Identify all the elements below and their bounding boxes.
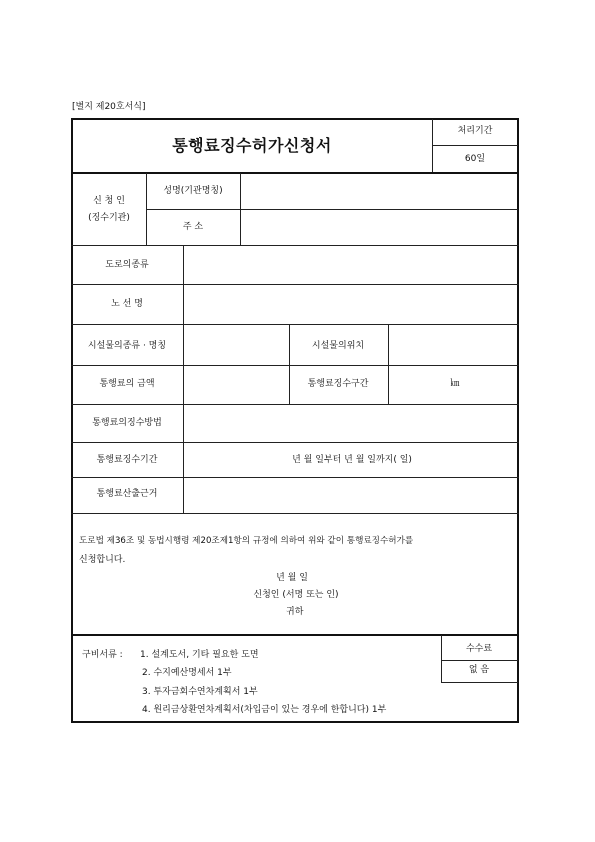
toll-period-label: 통행료징수기간 [96, 455, 158, 465]
document-item: 4. 원리금상환연차계획서(차입금이 있는 경우에 한합니다) 1부 [142, 705, 387, 715]
address-label: 주 소 [182, 222, 204, 232]
facility-type-field[interactable] [185, 326, 288, 364]
toll-basis-field[interactable] [185, 479, 516, 512]
applicant-sub-label: (징수기관) [88, 213, 130, 223]
addressee: 귀하 [286, 607, 304, 617]
declaration-line2: 신청합니다. [79, 555, 126, 565]
document-item: 1. 설계도서, 기타 필요한 도면 [140, 650, 259, 660]
applicant-label: 신 청 인 [93, 196, 125, 206]
route-name-label: 노 선 명 [111, 299, 143, 309]
toll-method-label: 통행료의징수방법 [92, 418, 162, 428]
fee-label: 수수료 [465, 644, 493, 654]
document-item: 2. 수지예산명세서 1부 [142, 668, 232, 678]
toll-section-label: 통행료징수구간 [307, 379, 369, 389]
toll-section-unit: ㎞ [450, 379, 460, 389]
toll-amount-label: 통행료의 금액 [99, 379, 155, 389]
facility-location-label: 시설물의위치 [311, 341, 365, 351]
toll-period-value[interactable]: 년 월 일부터 년 월 일까지( 일) [292, 455, 412, 465]
facility-location-field[interactable] [390, 326, 516, 364]
toll-section-field[interactable] [390, 367, 516, 403]
form-title: 통행료징수허가신청서 [172, 136, 332, 155]
road-type-field[interactable] [185, 247, 516, 283]
address-field[interactable] [242, 211, 516, 244]
route-name-field[interactable] [185, 286, 516, 323]
toll-basis-label: 통행료산출근거 [96, 489, 158, 499]
facility-type-label: 시설물의종류 · 명칭 [87, 341, 167, 351]
name-label: 성명(기관명칭) [163, 186, 223, 196]
document-item: 3. 투자금회수연차계획서 1부 [142, 687, 258, 697]
toll-method-field[interactable] [185, 406, 516, 441]
declaration-line1: 도로법 제36조 및 동법시행령 제20조제1항의 규정에 의하여 위와 같이 통행료징수허가를 [79, 536, 414, 546]
documents-label: 구비서류 : [82, 650, 123, 660]
name-field[interactable] [242, 175, 516, 208]
form-reference: [별지 제20호서식] [72, 102, 146, 112]
processing-period-value: 60일 [464, 154, 486, 164]
road-type-label: 도로의종류 [105, 260, 149, 270]
fee-value: 없 음 [468, 665, 490, 675]
toll-amount-field[interactable] [185, 367, 288, 403]
processing-period-label: 처리기간 [457, 126, 493, 136]
signer-line[interactable]: 신청인 (서명 또는 인) [253, 590, 339, 600]
date-line[interactable]: 년 월 일 [276, 573, 308, 583]
